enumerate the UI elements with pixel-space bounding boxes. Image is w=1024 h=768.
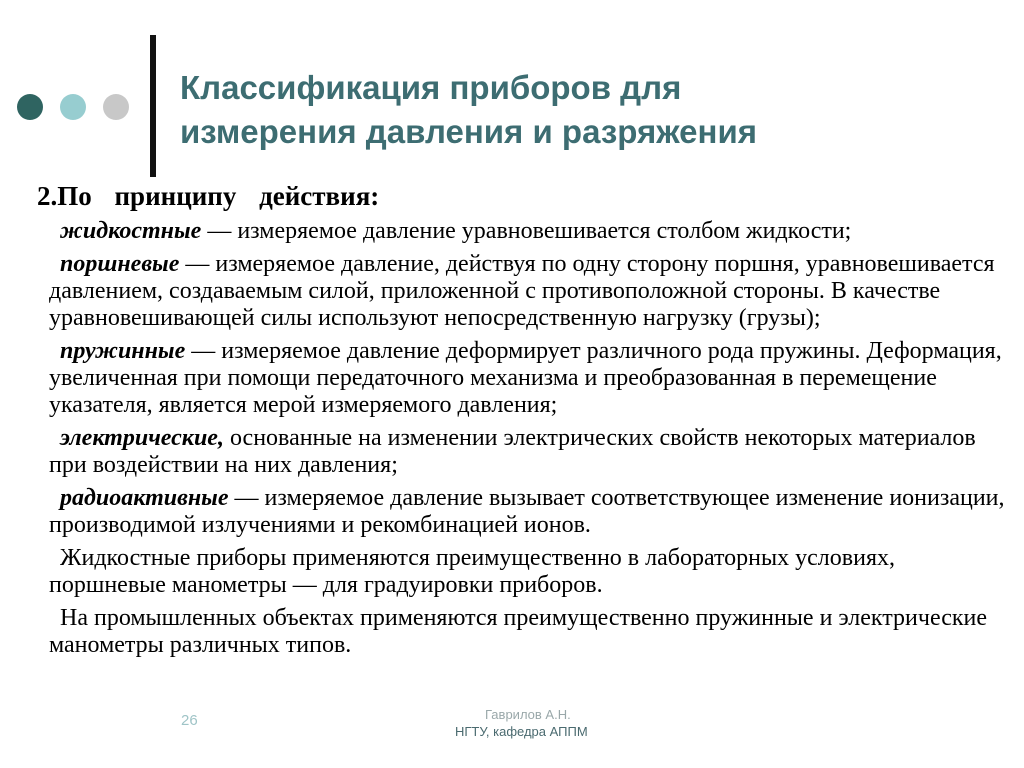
decor-dot-gray	[103, 94, 129, 120]
slide-title-line1: Классификация приборов для	[180, 69, 682, 106]
decor-dot-dark	[17, 94, 43, 120]
paragraph	[49, 545, 1014, 599]
item-text: — измеряемое давление деформирует различного рода пружины. Деформация, увеличенная при помощи передаточного механизма и преобразованная в перемещение указателя, является мерой измеряемого давления;	[49, 338, 1002, 418]
list-item	[49, 485, 1014, 539]
item-term: поршневые	[60, 251, 180, 277]
decor-dot-light	[60, 94, 86, 120]
item-text: — измеряемое давление уравновешивается столбом жидкости;	[201, 218, 852, 244]
title-divider	[150, 35, 156, 177]
item-term: радиоактивные	[60, 485, 229, 511]
slide-title	[180, 66, 757, 154]
list-item	[49, 425, 1014, 479]
footer-author: Гаврилов А.Н.	[485, 707, 571, 722]
item-text: — измеряемое давление вызывает соответствующее изменение ионизации, производимой излучениями и рекомбинацией ионов.	[49, 485, 1005, 538]
paragraph	[49, 605, 1014, 659]
list-item	[49, 218, 1014, 245]
list-item	[49, 251, 1014, 332]
slide-body	[49, 218, 1014, 665]
item-text: — измеряемое давление, действуя по одну сторону поршня, уравновешивается давлением, создаваемым силой, приложенной с противоположной стороны. В качестве уравновешивающей силы используют непосредственную нагрузку (грузы);	[49, 251, 995, 331]
item-term: электрические,	[60, 425, 224, 451]
slide-title-line2: измерения давления и разряжения	[180, 113, 758, 150]
footer-department: НГТУ, кафедра АППМ	[455, 724, 588, 739]
item-text: основанные на изменении электрических свойств некоторых материалов при воздействии на них давления;	[49, 425, 976, 478]
section-heading: 2.По принципу действия:	[37, 181, 380, 211]
item-term: пружинные	[60, 338, 186, 364]
item-term: жидкостные	[60, 218, 202, 244]
list-item	[49, 338, 1014, 419]
paragraph-text: На промышленных объектах применяются преимущественно пружинные и электрические манометры различных типов.	[49, 605, 988, 658]
paragraph-text: Жидкостные приборы применяются преимущественно в лабораторных условиях, поршневые манометры — для градуировки приборов.	[49, 545, 895, 598]
page-number: 26	[181, 712, 198, 729]
